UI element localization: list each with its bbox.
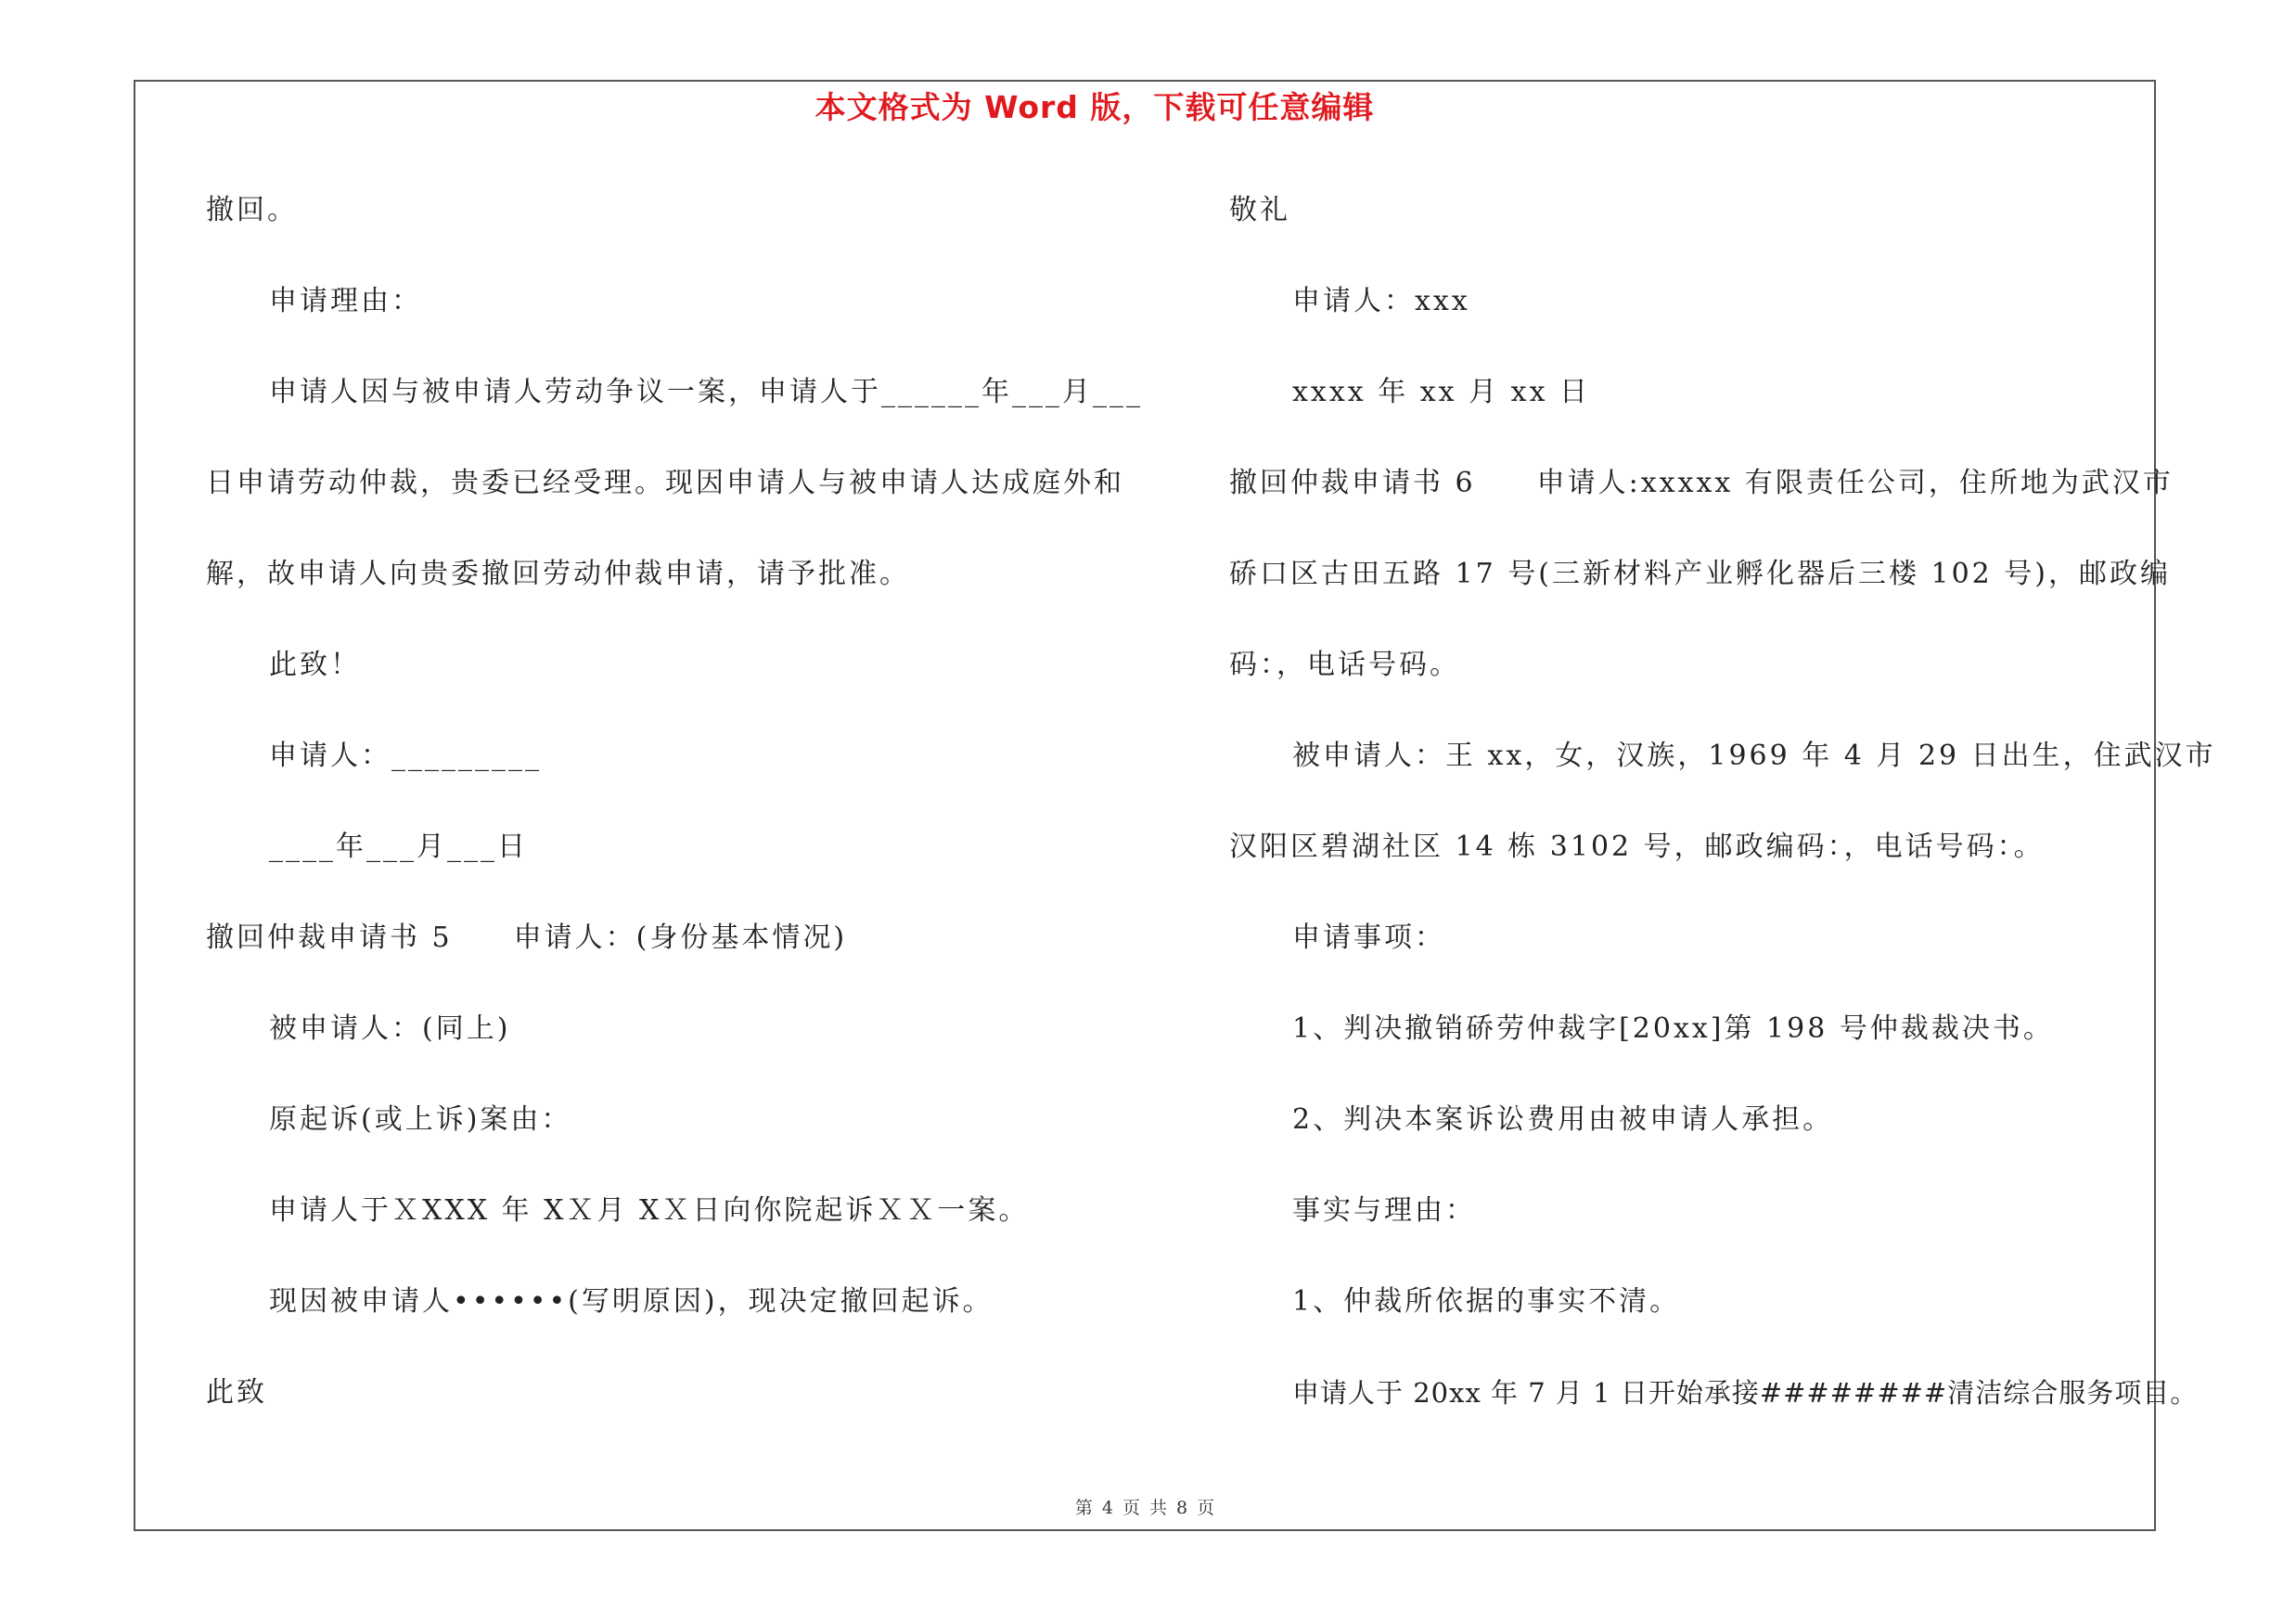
text-line: 原起诉(或上诉)案由：	[269, 1103, 572, 1136]
text-line: 此致！	[269, 649, 361, 681]
text-line: 申请人因与被申请人劳动争议一案，申请人于______年___月___	[269, 376, 1143, 408]
page-number: 第 4 页 共 8 页	[1074, 1498, 1217, 1518]
text-line: 日申请劳动仲裁，贵委已经受理。现因申请人与被申请人达成庭外和	[206, 467, 1124, 499]
text-line: 解，故申请人向贵委撤回劳动仲裁申请，请予批准。	[206, 558, 910, 590]
text-line: 被申请人：(同上)	[269, 1012, 511, 1045]
text-line: 1、判决撤销硚劳仲裁字[20xx]第 198 号仲裁裁决书。	[1292, 1012, 2054, 1045]
text-line: 撤回。	[206, 194, 298, 226]
text-line: 事实与理由：	[1292, 1194, 1476, 1227]
text-line: 申请人：_________	[269, 740, 542, 772]
text-line: ____年___月___日	[269, 831, 528, 863]
text-line: 1、仲裁所依据的事实不清。	[1292, 1285, 1681, 1318]
text-line: 申请人于 20xx 年 7 月 1 日开始承接########清洁综合服务项目。	[1292, 1377, 2199, 1409]
text-line: xxxx 年 xx 月 xx 日	[1292, 376, 1591, 408]
text-line: 此致	[206, 1376, 267, 1409]
text-line: 申请理由：	[269, 285, 422, 317]
format-notice: 本文格式为 Word 版，下载可任意编辑	[815, 89, 1375, 125]
section-heading: 撤回仲裁申请书 6 申请人:xxxxx 有限责任公司，住所地为武汉市	[1229, 467, 2174, 499]
text-line: 现因被申请人••••••(写明原因)，现决定撤回起诉。	[269, 1285, 994, 1318]
text-line: 汉阳区碧湖社区 14 栋 3102 号，邮政编码：，电话号码：。	[1229, 831, 2045, 863]
text-line: 码：，电话号码。	[1229, 649, 1460, 681]
section-heading: 撤回仲裁申请书 5 申请人：(身份基本情况)	[206, 921, 848, 954]
text-line: 2、判决本案诉讼费用由被申请人承担。	[1292, 1103, 1834, 1136]
text-line: 申请人于ＸXXX 年 XＸ月 XＸ日向你院起诉ＸＸ一案。	[269, 1194, 1030, 1227]
text-line: 被申请人：王 xx，女，汉族，1969 年 4 月 29 日出生，住武汉市	[1292, 740, 2216, 772]
text-line: 敬礼	[1229, 194, 1290, 226]
text-line: 申请事项：	[1292, 921, 1445, 954]
text-line: 申请人：xxx	[1292, 285, 1470, 317]
text-line: 硚口区古田五路 17 号(三新材料产业孵化器后三楼 102 号)，邮政编	[1229, 558, 2171, 590]
